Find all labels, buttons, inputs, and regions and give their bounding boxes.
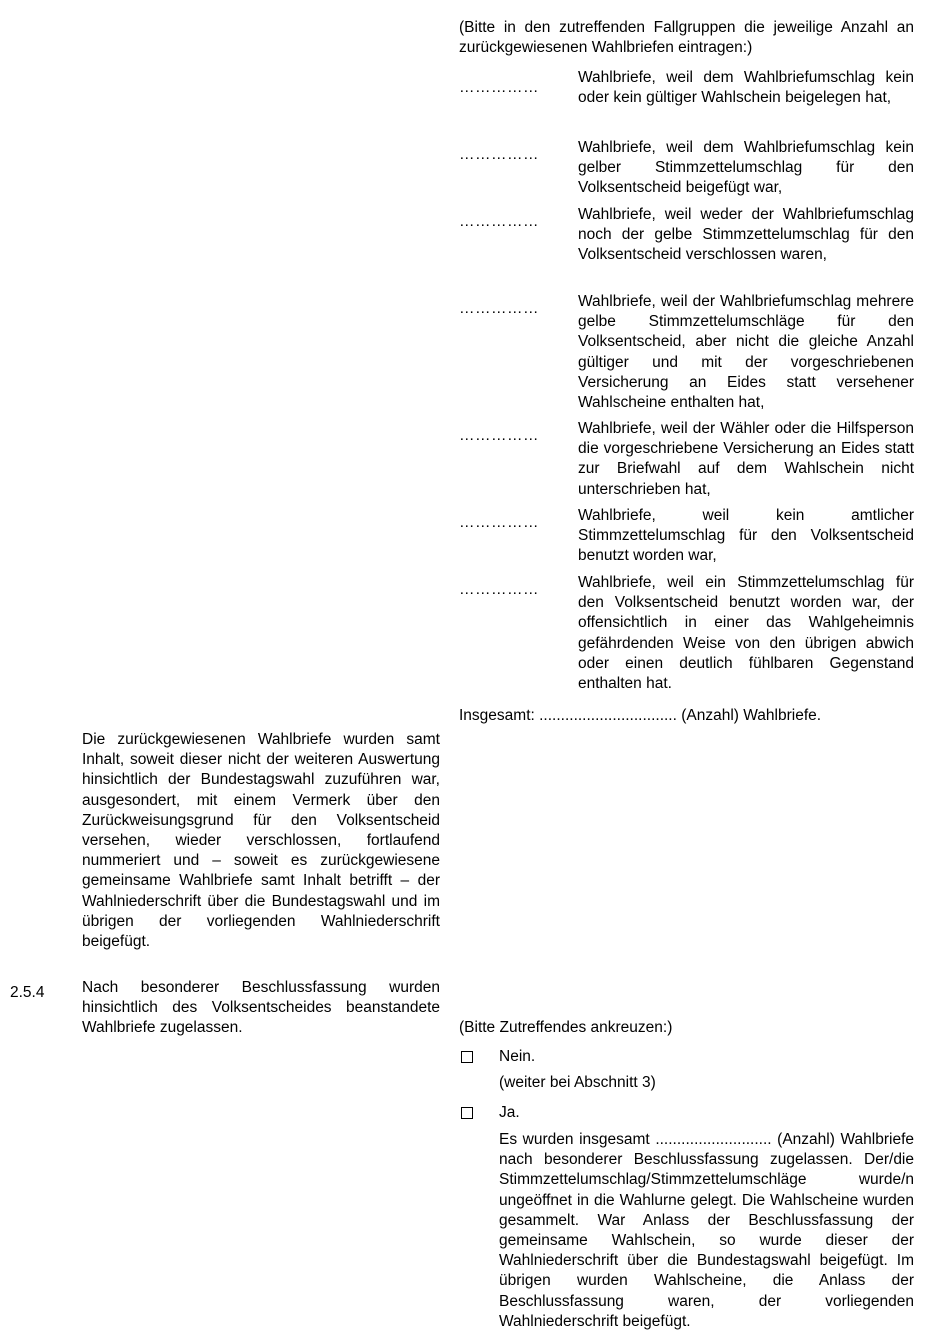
tick-intro: (Bitte Zutreffendes ankreuzen:)	[459, 1019, 673, 1036]
option-ja-label: Ja.	[499, 1104, 520, 1121]
item-5-text: Wahlbriefe, weil der Wähler oder die Hilfsperson die vorgeschriebene Versicherung an Eides statt zur Briefwahl auf dem Wahlschein nicht unterschrieben hat,	[578, 420, 914, 498]
count-blank-2[interactable]: ……………	[459, 146, 539, 163]
count-blank-7[interactable]: ……………	[459, 581, 539, 598]
option-nein-note: (weiter bei Abschnitt 3)	[499, 1074, 656, 1091]
item-4-text: Wahlbriefe, weil der Wahlbriefumschlag mehrere gelbe Stimmzettelumschläge für den Volksentscheid, aber nicht die gleiche Anzahl gültiger und mit der vorgeschriebenen Versicherung an Eides statt versehener Wahlscheine enthalten hat,	[578, 293, 914, 412]
option-ja-text: Es wurden insgesamt ........................... (Anzahl) Wahlbriefe nach besonderer Beschlussfassung zugelassen. Der/die Stimmzettelumschlag/Stimmzettelumschläge wurde/n ungeöffnet in die Wahlurne gelegt. Die Wahlscheine wurden gesammelt. War Anlass der Beschlussfassung der gemeinsame Wahlschein, so wurde dieser der Wahlniederschrift über die Bundestagswahl beigefügt. Im übrigen wurden Wahlscheine, die Anlass der Beschlussfassung waren, der vorliegenden Wahlniederschrift beigefügt.	[499, 1131, 914, 1330]
returned-letters-paragraph: Die zurückgewiesenen Wahlbriefe wurden samt Inhalt, soweit dieser nicht der weiteren Auswertung hinsichtlich der Bundestagswahl zuzuführen war, ausgesondert, mit einem Vermerk über den Zurückweisungsgrund für den Volksentscheid versehen, wieder verschlossen, fortlaufend nummeriert und – soweit es zurückgewiesene gemeinsame Wahlbriefe samt Inhalt betrifft – der Wahlniederschrift über die Bundestagswahl und im übrigen der vorliegenden Wahlniederschrift beigefügt.	[82, 731, 440, 951]
section-number: 2.5.4	[10, 984, 45, 1001]
section-text: Nach besonderer Beschlussfassung wurden hinsichtlich des Volksentscheides beanstandete Wahlbriefe zugelassen.	[82, 979, 440, 1037]
count-blank-5[interactable]: ……………	[459, 427, 539, 444]
fallgruppen-intro: (Bitte in den zutreffenden Fallgruppen die jeweilige Anzahl an zurückgewiesenen Wahlbriefen eintragen:)	[459, 19, 914, 57]
option-nein-label: Nein.	[499, 1048, 536, 1065]
item-6-text: Wahlbriefe, weil kein amtlicher Stimmzettelumschlag für den Volksentscheid benutzt worden war,	[578, 507, 914, 565]
count-blank-4[interactable]: ……………	[459, 300, 539, 317]
count-blank-1[interactable]: ……………	[459, 79, 539, 96]
item-1-text: Wahlbriefe, weil dem Wahlbriefumschlag kein oder kein gültiger Wahlschein beigelegen hat,	[578, 69, 914, 107]
count-blank-6[interactable]: ……………	[459, 514, 539, 531]
item-7-text: Wahlbriefe, weil ein Stimmzettelumschlag für den Volksentscheid benutzt worden war, der offensichtlich in einer das Wahlgeheimnis gefährdenden Weise von den übrigen abwich oder einen deutlich fühlbaren Gegenstand enthalten hat.	[578, 574, 914, 693]
item-2-text: Wahlbriefe, weil dem Wahlbriefumschlag kein gelber Stimmzettelumschlag für den Volksentscheid beigefügt war,	[578, 139, 914, 197]
total-line: Insgesamt: ................................ (Anzahl) Wahlbriefe.	[459, 707, 822, 724]
count-blank-3[interactable]: ……………	[459, 213, 539, 230]
checkbox-ja[interactable]	[461, 1107, 473, 1119]
item-3-text: Wahlbriefe, weil weder der Wahlbriefumschlag noch der gelbe Stimmzettelumschlag für den Volksentscheid verschlossen waren,	[578, 206, 914, 264]
checkbox-nein[interactable]	[461, 1051, 473, 1063]
